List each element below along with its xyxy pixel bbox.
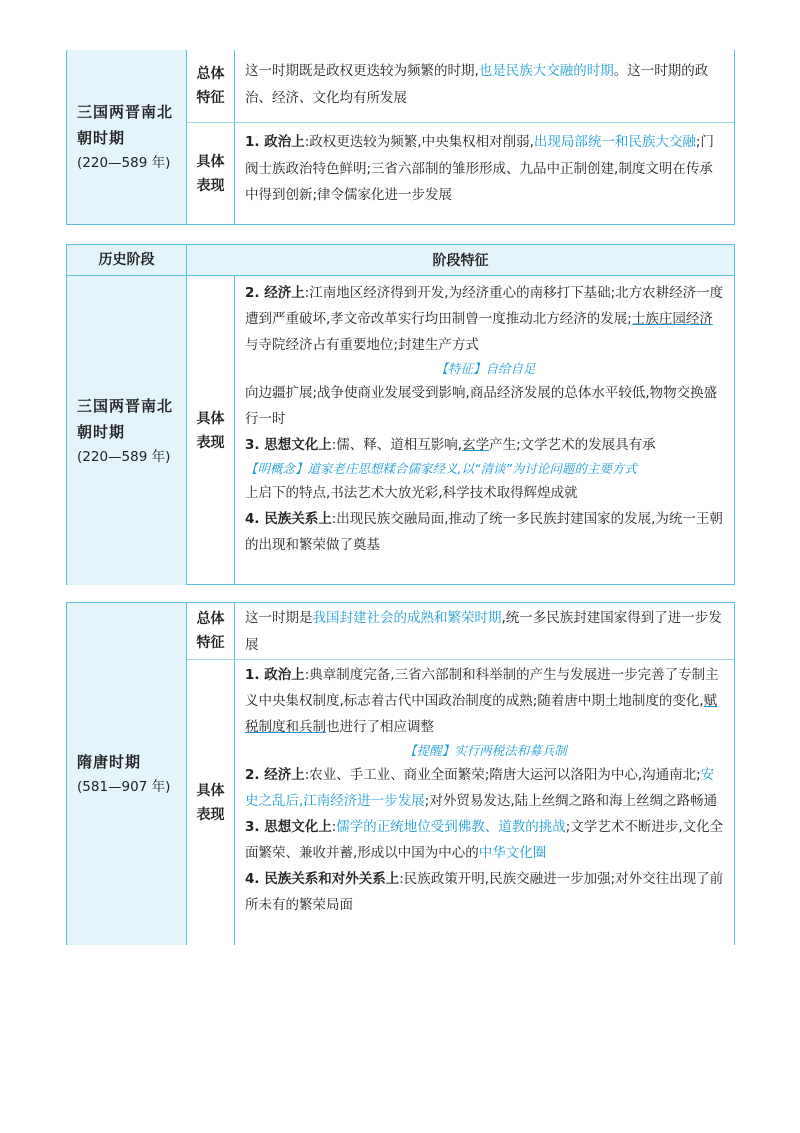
culture-item: 3. 思想文化上:儒学的正统地位受到佛教、道教的挑战;文学艺术不断进步,文化全面繁荣、兼收并蓄,形成以中国为中心的中华文化圈 <box>245 819 724 861</box>
period-name: 三国两晋南北朝时期 <box>77 103 174 147</box>
detail-label: 具体 表现 <box>187 276 235 585</box>
table-sanguo-part1 <box>66 50 735 225</box>
foreign-item: 4. 民族关系和对外关系上:民族政策开明,民族交融进一步加强;对外交往出现了前所未有的繁荣局面 <box>245 871 724 913</box>
period-years: (220—589 年) <box>77 448 171 465</box>
ethnic-item: 4. 民族关系上:出现民族交融局面,推动了统一多民族封建国家的发展,为统一王朝的出现和繁荣做了奠基 <box>245 511 723 553</box>
note-feature: 【特征】自给自足 <box>435 361 536 376</box>
overall-text: 这一时期既是政权更迭较为频繁的时期,也是民族大交融的时期。这一时期的政治、经济、文化均有所发展 <box>245 63 709 106</box>
detail-label: 具体 表现 <box>187 123 235 224</box>
overall-label: 总体 特征 <box>187 603 235 659</box>
header-features: 阶段特征 <box>432 253 489 269</box>
note-reminder: 【提醒】实行两税法和募兵制 <box>404 743 567 758</box>
period-years: (581—907 年) <box>77 779 171 795</box>
detail-text <box>235 660 734 945</box>
period-name: 三国两晋南北朝时期 <box>77 396 174 441</box>
period-cell <box>67 603 187 945</box>
overall-text: 这一时期是我国封建社会的成熟和繁荣时期,统一多民族封建国家得到了进一步发展 <box>245 610 722 653</box>
table-suitang <box>66 602 735 945</box>
table-header <box>67 245 734 276</box>
detail-text <box>235 276 734 585</box>
overall-label: 总体 特征 <box>187 50 235 122</box>
politics-text: 1. 政治上:政权更迭较为频繁,中央集权相对削弱,出现局部统一和民族大交融;门阀士族政治特色鲜明;三省六部制的雏形形成、九品中正制创建,制度文明在传承中得到创新;律令儒家化进一步发展 <box>245 134 714 203</box>
period-cell <box>67 50 187 224</box>
note-concept: 【明概念】道家老庄思想糅合儒家经义,以“清谈”为讨论问题的主要方式 <box>245 461 637 476</box>
period-years: (220—589 年) <box>77 155 171 171</box>
culture-item: 3. 思想文化上:儒、释、道相互影响,玄学产生;文学艺术的发展具有承 【明概念】道家老庄思想糅合儒家经义,以“清谈”为讨论问题的主要方式 上启下的特点,书法艺术大放光彩,科学技术取得辉煌成就 <box>245 432 726 506</box>
table-sanguo-part2 <box>66 244 735 585</box>
detail-label: 具体 表现 <box>187 660 235 945</box>
economy-item: 2. 经济上:江南地区经济得到开发,为经济重心的南移打下基础;北方农耕经济一度遭到严重破坏,孝文帝改革实行均田制曾一度推动北方经济的发展;士族庄园经济与寺院经济占有重要地位;封建生产方式 【特征】自给自足 向边疆扩展;战争使商业发展受到影响,商品经济发展的总体水平较低,物物交换盛行一时 <box>245 280 726 432</box>
politics-item: 1. 政治上:典章制度完备,三省六部制和科举制的产生与发展进一步完善了专制主义中央集权制度,标志着古代中国政治制度的成熟;随着唐中期土地制度的变化,赋税制度和兵制也进行了相应调整 【提醒】实行两税法和募兵制 <box>245 662 726 762</box>
economy-item: 2. 经济上:农业、手工业、商业全面繁荣;隋唐大运河以洛阳为中心,沟通南北;安史之乱后,江南经济进一步发展;对外贸易发达,陆上丝绸之路和海上丝绸之路畅通 <box>245 767 718 809</box>
period-cell <box>67 276 187 585</box>
header-period: 历史阶段 <box>67 245 187 275</box>
period-name: 隋唐时期 <box>77 753 142 771</box>
